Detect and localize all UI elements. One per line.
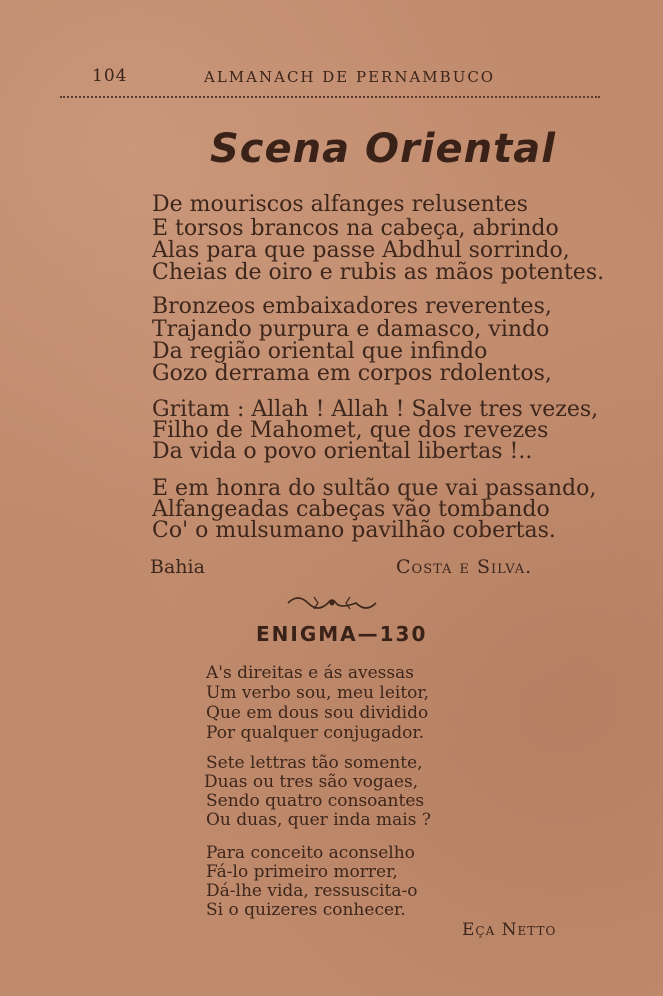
enigma-author: Eça Netto	[462, 920, 557, 940]
enigma-line: Que em dous sou dividido	[206, 703, 429, 723]
enigma-line: Sete lettras tão somente,	[206, 753, 423, 773]
poem-line: Alas para que passe Abdhul sorrindo,	[152, 238, 570, 263]
header-rule	[60, 96, 600, 98]
running-title: ALMANACH DE PERNAMBUCO	[204, 68, 496, 86]
poem-line: Filho de Mahomet, que dos revezes	[152, 418, 549, 443]
enigma-line: Dá-lhe vida, ressuscita-o	[206, 881, 418, 901]
poem-line: De mouriscos alfanges relusentes	[152, 192, 528, 217]
enigma-line: Fá-lo primeiro morrer,	[206, 862, 398, 882]
enigma-line: Ou duas, quer inda mais ?	[206, 810, 431, 830]
poem-line: Da região oriental que infindo	[152, 339, 488, 364]
page-header	[92, 66, 512, 90]
poem-line: Gritam : Allah ! Allah ! Salve tres vezes,	[152, 397, 599, 422]
enigma-line: Para conceito aconselho	[206, 843, 415, 863]
poem-line: Cheias de oiro e rubis as mãos potentes.	[152, 260, 605, 285]
poem-author: Costa e Silva.	[396, 556, 533, 578]
enigma-line: Si o quizeres conhecer.	[206, 900, 406, 920]
poem-line: Da vida o povo oriental libertas !..	[152, 439, 533, 464]
poem-line: Bronzeos embaixadores reverentes,	[152, 294, 552, 319]
poem-line: Trajando purpura e damasco, vindo	[152, 317, 550, 342]
poem-line: E em honra do sultão que vai passando,	[152, 476, 597, 501]
enigma-line: Um verbo sou, meu leitor,	[206, 683, 430, 703]
poem-title: Scena Oriental	[210, 126, 556, 172]
poem-line: Alfangeadas cabeças vão tombando	[152, 497, 550, 522]
enigma-line: Duas ou tres são vogaes,	[204, 772, 419, 792]
poem-line: E torsos brancos na cabeça, abrindo	[152, 216, 559, 241]
page-number: 104	[92, 66, 128, 86]
enigma-title: ENIGMA—130	[256, 622, 428, 646]
enigma-line: A's direitas e ás avessas	[206, 663, 414, 683]
enigma-line: Sendo quatro consoantes	[206, 791, 425, 811]
poem-line: Co' o mulsumano pavilhão cobertas.	[152, 518, 556, 543]
ornament-divider	[284, 591, 380, 615]
enigma-line: Por qualquer conjugador.	[206, 723, 425, 743]
poem-place: Bahia	[150, 556, 205, 578]
poem-line: Gozo derrama em corpos rdolentos,	[152, 361, 552, 386]
